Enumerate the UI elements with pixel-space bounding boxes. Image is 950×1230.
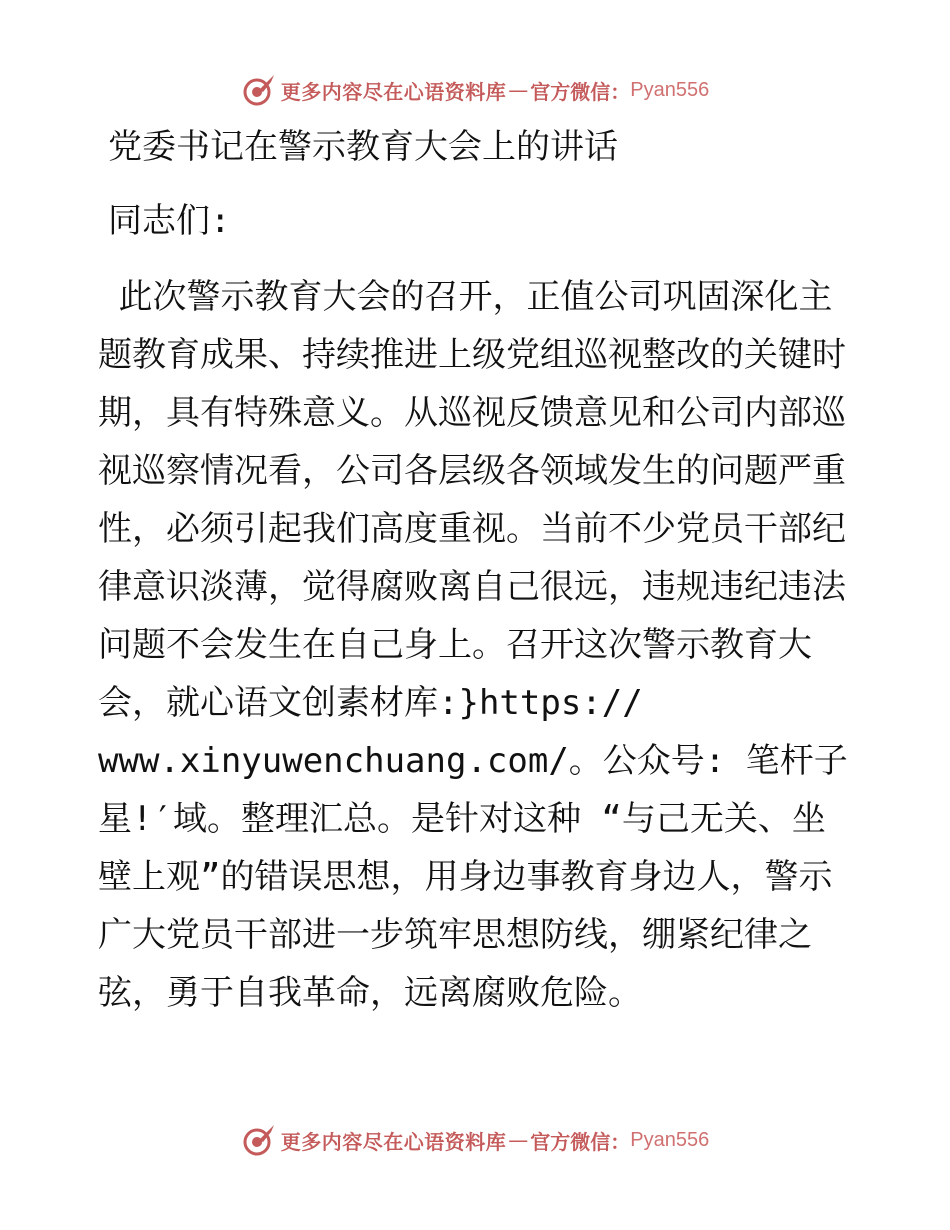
body-line: 问题不会发生在自己身上。召开这次警示教育大 — [98, 625, 812, 665]
header-brand-text: 更多内容尽在心语资料库 — [280, 79, 507, 104]
body-line: 壁上观”的错误思想，用身边事教育身边人，警示 — [98, 857, 833, 897]
body-line: 星!′域。整理汇总。是针对这种 “与己无关、坐 — [98, 799, 826, 839]
body-line: 题教育成果、持续推进上级党组巡视整改的关键时 — [98, 335, 846, 375]
salutation: 同志们: — [108, 201, 231, 241]
footer-wechat-id: Pyan556 — [630, 1128, 710, 1151]
body-line: 视巡察情况看，公司各层级各领域发生的问题严重 — [98, 451, 846, 491]
header-wechat-id: Pyan556 — [630, 78, 710, 101]
footer-watermark — [0, 1120, 950, 1160]
header-watermark — [0, 70, 950, 110]
body-line: 性，必须引起我们高度重视。当前不少党员干部纪 — [98, 509, 846, 549]
footer-brand-text: 更多内容尽在心语资料库 — [280, 1129, 507, 1154]
document-title: 党委书记在警示教育大会上的讲话 — [108, 127, 618, 167]
body-line: 会，就心语文创素材库:}https:// — [98, 683, 643, 723]
body-line: 广大党员干部进一步筑牢思想防线，绷紧纪律之 — [98, 915, 812, 955]
quill-logo-icon — [241, 72, 277, 108]
footer-wechat-label: 官方微信： — [530, 1129, 631, 1154]
body-line: 弦，勇于自我革命，远离腐败危险。 — [98, 973, 642, 1013]
quill-logo-icon — [241, 1122, 277, 1158]
header-dash: — — [508, 78, 529, 102]
body-line: www.xinyuwenchuang.com/。公众号: 笔杆子 — [98, 741, 848, 781]
body-paragraph — [98, 268, 858, 1022]
body-line: 此次警示教育大会的召开，正值公司巩固深化主 — [98, 277, 833, 317]
footer-dash: — — [508, 1128, 529, 1152]
body-line: 期，具有特殊意义。从巡视反馈意见和公司内部巡 — [98, 393, 846, 433]
header-wechat-label: 官方微信： — [530, 79, 631, 104]
body-line: 律意识淡薄，觉得腐败离自己很远，违规违纪违法 — [98, 567, 846, 607]
